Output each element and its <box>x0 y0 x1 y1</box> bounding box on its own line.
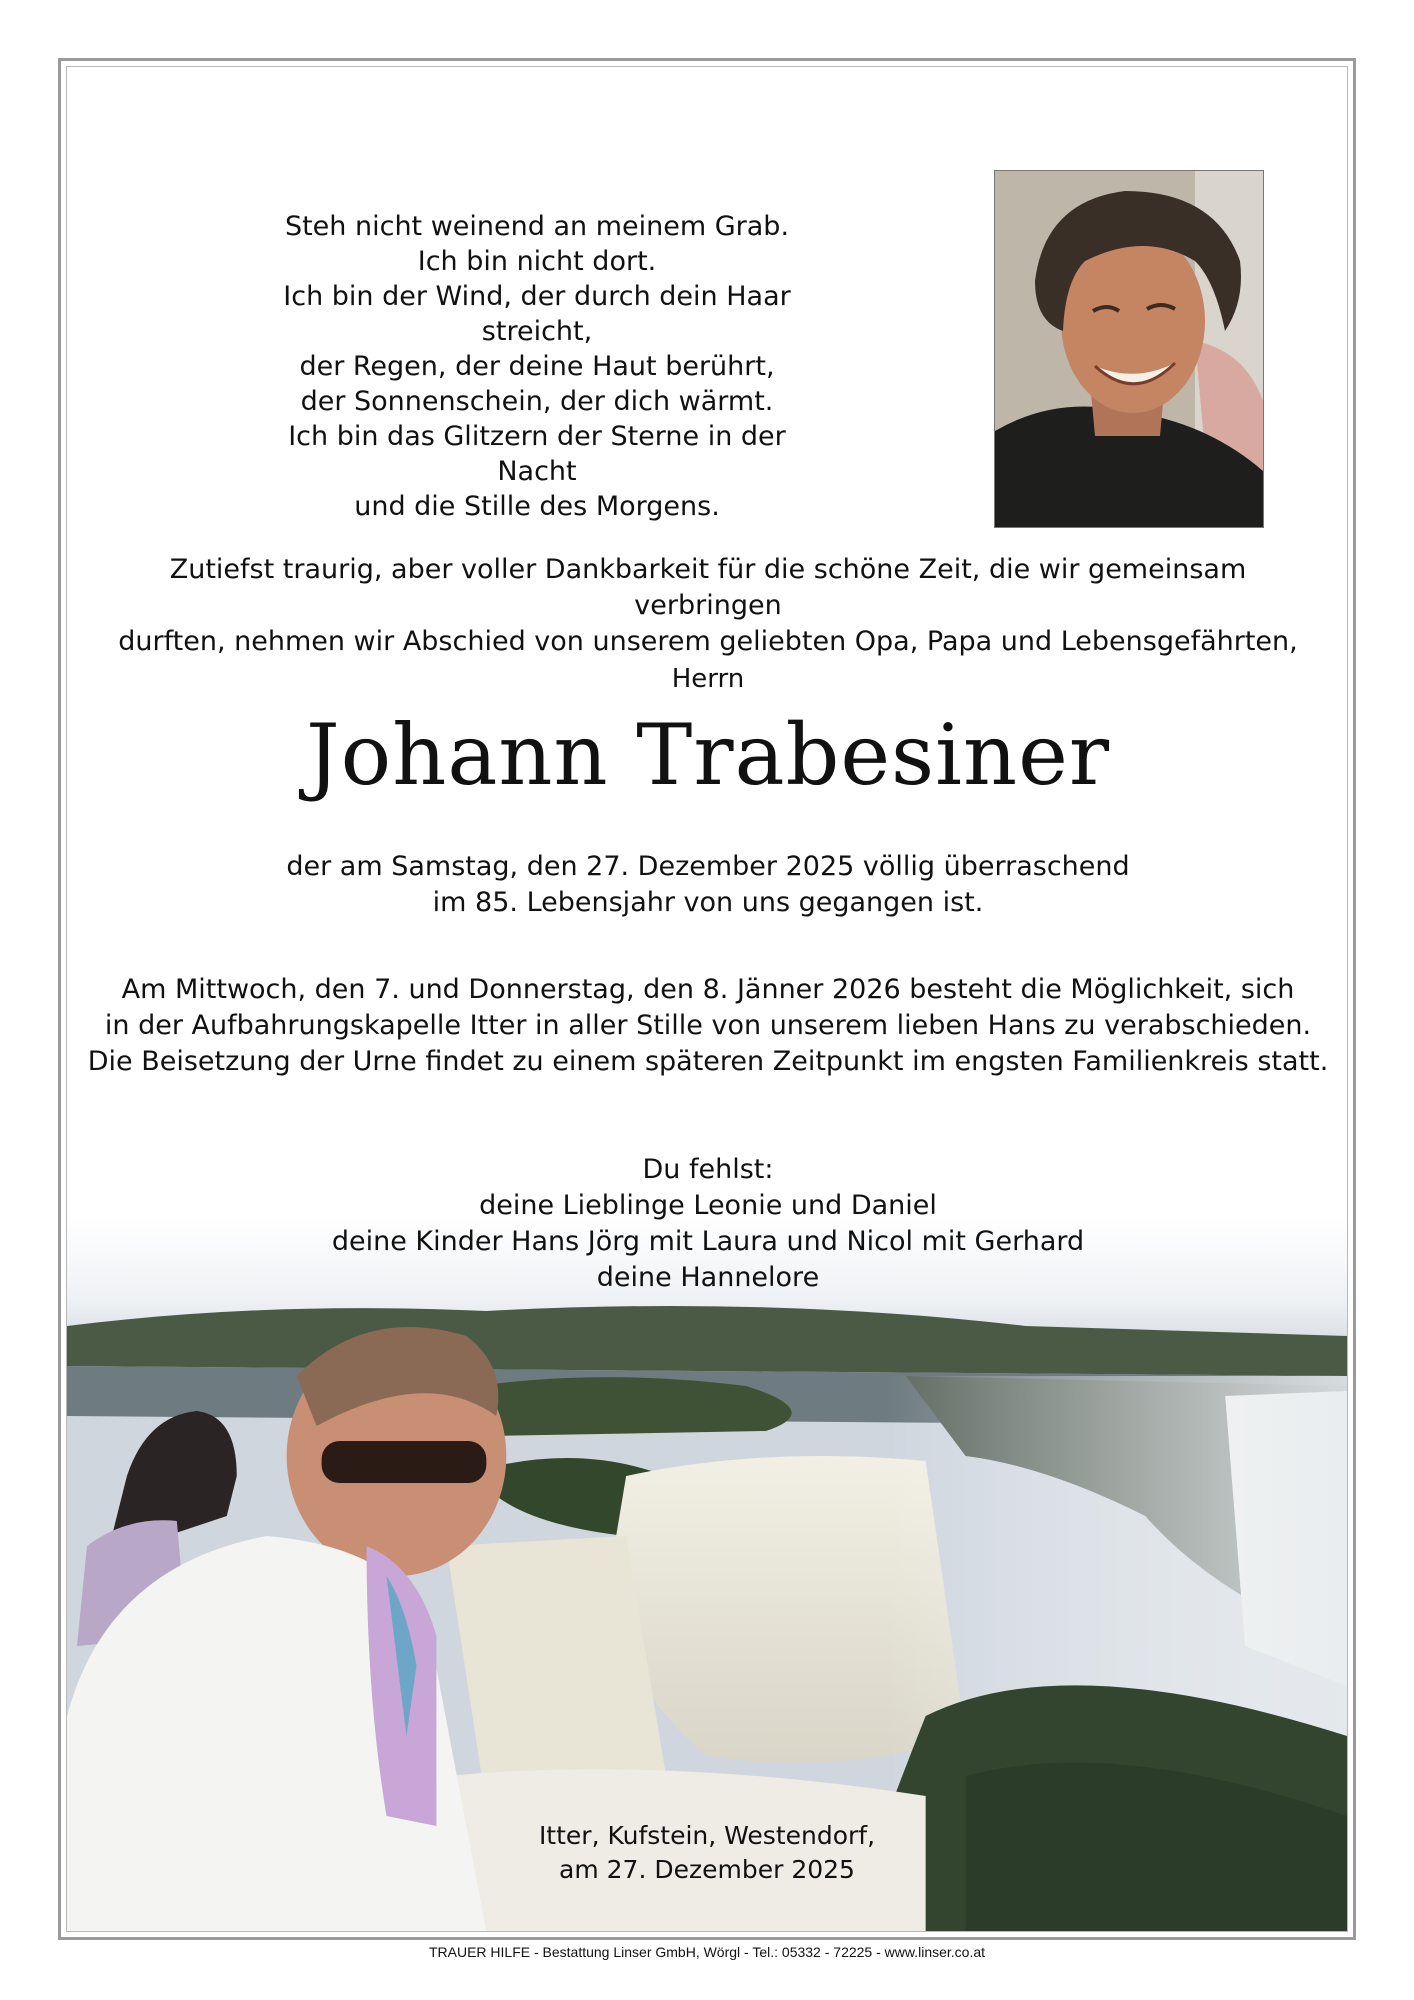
poem-line: Ich bin das Glitzern der Sterne in der Nacht <box>288 421 786 487</box>
intro-line: durften, nehmen wir Abschied von unserem geliebten Opa, Papa und Lebensgefährten, <box>118 626 1298 657</box>
poem-line: Steh nicht weinend an meinem Grab. <box>284 211 790 242</box>
mourners-list <box>67 1152 1348 1296</box>
death-notice-line: der am Samstag, den 27. Dezember 2025 völlig überraschend <box>286 851 1130 882</box>
mourners-line: Du fehlst: <box>642 1154 774 1185</box>
intro-text <box>107 552 1309 660</box>
poem <box>267 209 807 524</box>
mourners-line: deine Kinder Hans Jörg mit Laura und Nicol mit Gerhard <box>331 1226 1085 1257</box>
place-date <box>447 1819 967 1887</box>
poem-line: der Sonnenschein, der dich wärmt. <box>300 386 774 417</box>
intro-line: Zutiefst traurig, aber voller Dankbarkeit für die schöne Zeit, die wir gemeinsam verbringen <box>169 554 1247 621</box>
wake-notice-line: in der Aufbahrungskapelle Itter in aller Stille von unserem lieben Hans zu verabschieden. <box>104 1010 1312 1041</box>
place-date-line: Itter, Kufstein, Westendorf, <box>538 1821 876 1850</box>
notice-card <box>66 66 1348 1932</box>
wake-notice-line: Am Mittwoch, den 7. und Donnerstag, den 8. Jänner 2026 besteht die Möglichkeit, sich <box>121 974 1295 1005</box>
death-notice-line: im 85. Lebensjahr von uns gegangen ist. <box>432 887 984 918</box>
poem-line: Ich bin nicht dort. <box>417 246 657 277</box>
death-notice <box>67 849 1348 921</box>
poem-line: und die Stille des Morgens. <box>354 491 720 522</box>
portrait-photo <box>994 170 1264 528</box>
salutation: Herrn <box>671 664 745 694</box>
poem-line: Ich bin der Wind, der durch dein Haar streicht, <box>283 281 791 347</box>
poem-line: der Regen, der deine Haut berührt, <box>299 351 775 382</box>
mourners-line: deine Lieblinge Leonie und Daniel <box>479 1190 937 1221</box>
place-date-line: am 27. Dezember 2025 <box>559 1855 855 1884</box>
mourners-line: deine Hannelore <box>596 1262 820 1293</box>
footer-funeral-home: TRAUER HILFE - Bestattung Linser GmbH, Wörgl - Tel.: 05332 - 72225 - www.linser.co.at <box>428 1944 986 1960</box>
wake-notice <box>87 972 1329 1080</box>
wake-notice-line: Die Beisetzung der Urne findet zu einem späteren Zeitpunkt im engsten Familienkreis statt. <box>87 1046 1329 1077</box>
deceased-name: Johann Trabesiner <box>305 706 1110 804</box>
